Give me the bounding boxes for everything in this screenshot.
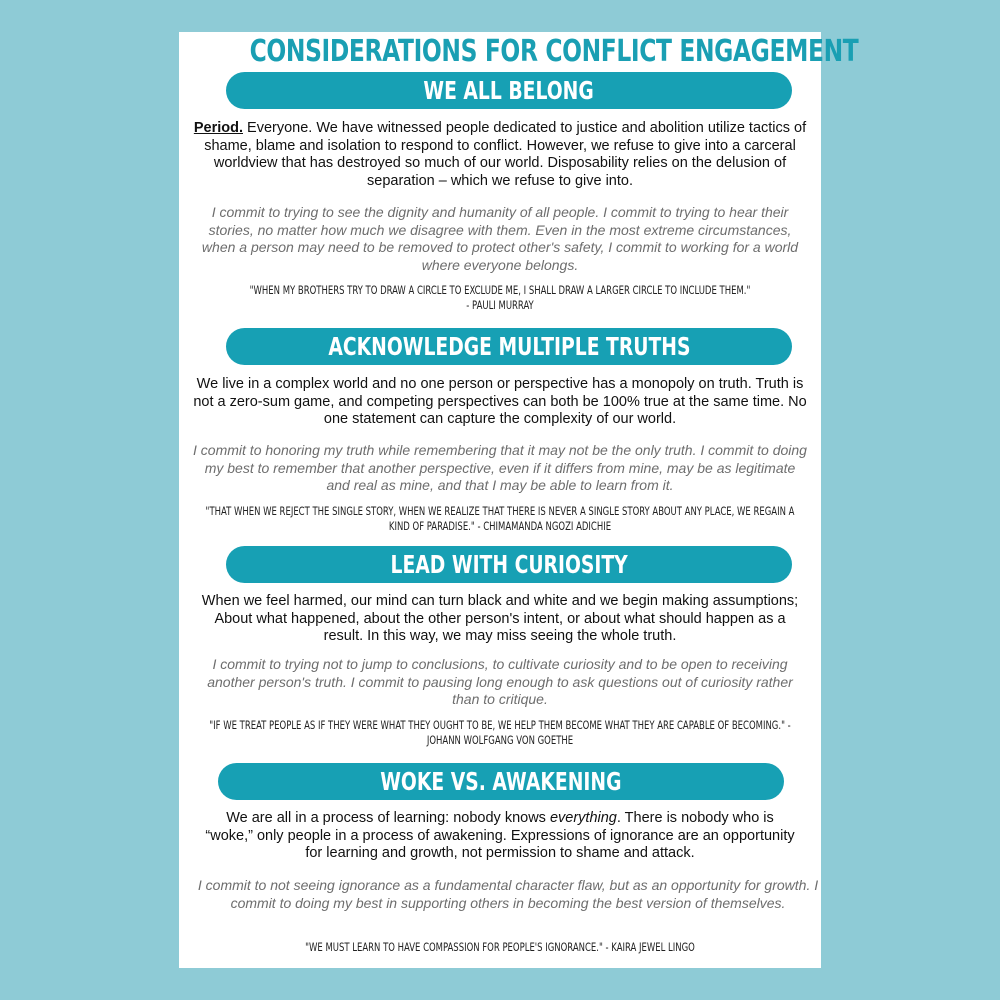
section-commitment: I commit to not seeing ignorance as a fundamental character flaw, but as an opportunity for growth. I commit to doing my best in supporting others in becoming the best version of themselves. <box>197 877 819 911</box>
section-body <box>201 810 799 863</box>
section-quote: "THAT WHEN WE REJECT THE SINGLE STORY, WHEN WE REALIZE THAT THERE IS NEVER A SINGLE STORY ABOUT ANY PLACE, WE REGAIN A KIND OF PARADISE." - CHIMAMANDA NGOZI ADICHIE <box>205 504 795 533</box>
section-body <box>191 120 809 190</box>
section-body: When we feel harmed, our mind can turn black and white and we begin making assumptions; About what happened, about the other person's intent, or about what should happen as a result. In this way, we may miss seeing the whole truth. <box>201 593 799 644</box>
section-heading-we-all-belong <box>226 72 792 109</box>
period-emphasis: Period. <box>193 120 243 136</box>
section-heading-acknowledge-multiple-truths <box>226 328 792 365</box>
section-heading-label: ACKNOWLEDGE MULTIPLE TRUTHS <box>327 332 691 361</box>
section-body-text: . There is nobody who is “woke,” only people in a process of awakening. Expressions of ignorance are an opportunity for learning and growth, not permission to shame and attack. <box>205 810 795 861</box>
section-body-text: We are all in a process of learning: nobody knows <box>226 810 550 826</box>
section-body: We live in a complex world and no one person or perspective has a monopoly on truth. Truth is not a zero-sum game, and competing perspectives can both be 100% true at the same time. No one statement can capture the complexity of our world. <box>193 376 807 427</box>
section-body-text: Everyone. We have witnessed people dedicated to justice and abolition utilize tactics of shame, blame and isolation to respond to conflict. However, we refuse to give into a carceral worldview that has destroyed so much of our world. Disposability relies on the delusion of separation – which we refuse to give into. <box>204 120 807 189</box>
section-heading-woke-vs-awakening <box>218 763 784 800</box>
handout-page <box>179 32 859 968</box>
section-commitment: I commit to honoring my truth while remembering that it may not be the only truth. I commit to doing my best to remember that another perspective, even if it differs from mine, may be as legitimate and real as mine, and that I may be able to learn from it. <box>193 442 807 493</box>
section-commitment: I commit to trying to see the dignity and humanity of all people. I commit to trying to hear their stories, no matter how much we disagree with them. Even in the most extreme circumstances, when a person may need to be removed to protect other's safety, I commit to working for a world where everyone belongs. <box>201 204 799 273</box>
quote-text: "WHEN MY BROTHERS TRY TO DRAW A CIRCLE TO EXCLUDE ME, I SHALL DRAW A LARGER CIRCLE TO INCLUDE THEM." <box>249 283 751 297</box>
section-heading-label: WOKE VS. AWAKENING <box>380 767 622 796</box>
section-heading-label: WE ALL BELONG <box>423 76 595 105</box>
everything-emphasis: everything <box>549 810 617 826</box>
quote-author: - PAULI MURRAY <box>466 298 534 312</box>
section-quote: "WE MUST LEARN TO HAVE COMPASSION FOR PEOPLE'S IGNORANCE." - KAIRA JEWEL LINGO <box>305 940 695 954</box>
section-heading-lead-with-curiosity <box>226 546 792 583</box>
section-quote <box>204 283 796 313</box>
page-title: CONSIDERATIONS FOR CONFLICT ENGAGEMENT <box>249 34 859 69</box>
section-heading-label: LEAD WITH CURIOSITY <box>390 550 628 579</box>
section-commitment: I commit to trying not to jump to conclusions, to cultivate curiosity and to be open to receiving another person's truth. I commit to pausing long enough to ask questions out of curiosity rather than to critique. <box>207 656 793 707</box>
section-quote: "IF WE TREAT PEOPLE AS IF THEY WERE WHAT THEY OUGHT TO BE, WE HELP THEM BECOME WHAT THEY ARE CAPABLE OF BECOMING." - JOHANN WOLFGANG VON GOETHE <box>209 718 791 747</box>
